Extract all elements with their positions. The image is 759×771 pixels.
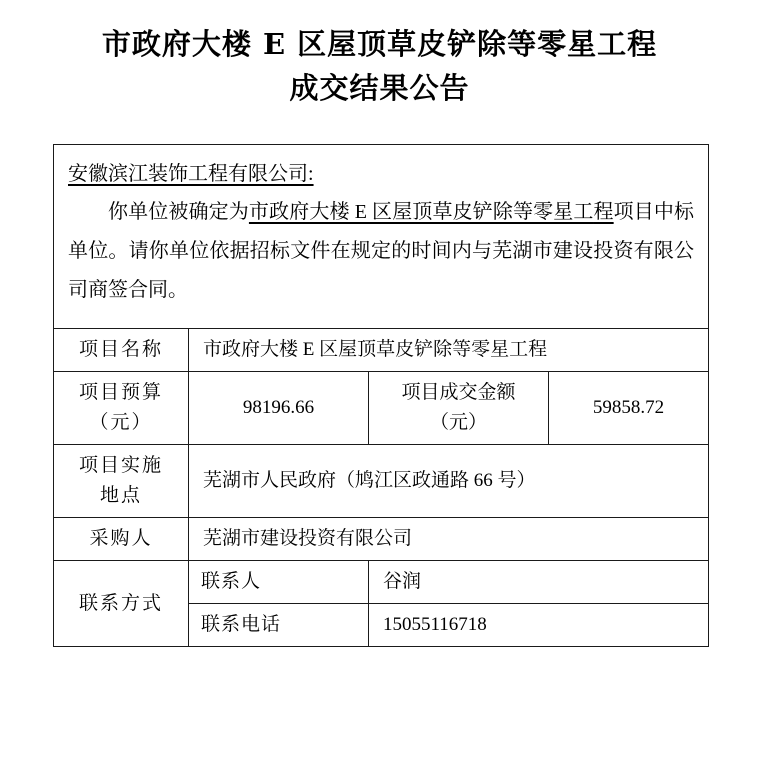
purchaser-value: 芜湖市建设投资有限公司 xyxy=(189,518,709,561)
deal-amount-label-line-1: 项目成交金额 xyxy=(401,382,516,403)
contact-label: 联系方式 xyxy=(54,561,189,647)
announcement-table xyxy=(53,144,709,647)
deal-amount-value: 59858.72 xyxy=(549,372,709,445)
budget-label xyxy=(54,372,189,445)
body-tail-2: 芜湖市建设投资有限公司商签合同。 xyxy=(68,240,695,301)
contact-person-value: 谷润 xyxy=(369,561,709,604)
budget-value: 98196.66 xyxy=(189,372,369,445)
body-cell xyxy=(54,145,709,329)
table-row-body xyxy=(54,145,709,329)
location-label xyxy=(54,445,189,518)
contact-phone-value: 15055116718 xyxy=(369,604,709,647)
location-label-line-2: 地点 xyxy=(99,485,142,506)
addressee-line: 安徽滨江装饰工程有限公司: xyxy=(68,163,314,185)
deal-amount-label-line-2: （元） xyxy=(429,412,487,433)
deal-amount-label xyxy=(369,372,549,445)
table-row-location xyxy=(54,445,709,518)
contact-person-label: 联系人 xyxy=(189,561,369,604)
title-line-2: 成交结果公告 xyxy=(289,71,470,105)
purchaser-label: 采购人 xyxy=(54,518,189,561)
location-value: 芜湖市人民政府（鸠江区政通路 66 号） xyxy=(189,445,709,518)
table-row-budget xyxy=(54,372,709,445)
body-tail-1: 项目中标单位。请你单位依据招标文件在规定的时间内与 xyxy=(68,201,695,262)
budget-label-line-1: 项目预算 xyxy=(78,382,163,403)
contact-phone-label: 联系电话 xyxy=(189,604,369,647)
body-lead: 你单位被确定为 xyxy=(108,201,249,223)
title-line-1: 市政府大楼 E 区屋顶草皮铲除等零星工程 xyxy=(101,27,658,61)
table-row-contact xyxy=(54,561,709,604)
budget-label-line-2: （元） xyxy=(89,412,153,433)
body-paragraph xyxy=(68,193,694,310)
body-project-name-cont: 程 xyxy=(593,201,614,223)
document-title xyxy=(0,0,759,110)
table-row-purchaser xyxy=(54,518,709,561)
location-label-line-1: 项目实施 xyxy=(78,455,163,476)
project-name-value: 市政府大楼 E 区屋顶草皮铲除等零星工程 xyxy=(189,329,709,372)
table-row-project-name xyxy=(54,329,709,372)
project-name-label: 项目名称 xyxy=(54,329,189,372)
body-project-name: 市政府大楼 E 区屋顶草皮铲除等零星工 xyxy=(248,201,594,223)
